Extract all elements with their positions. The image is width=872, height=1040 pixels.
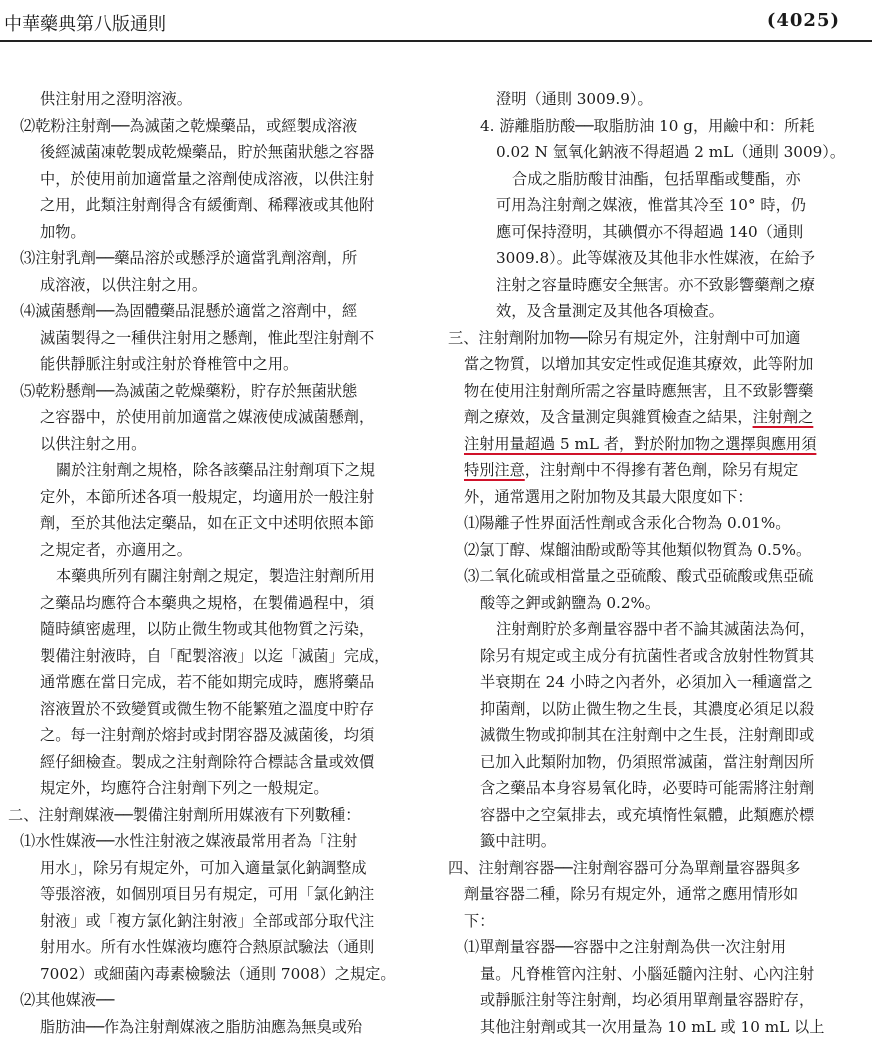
- line-text: 下：: [464, 912, 494, 930]
- text-line: [496, 245, 815, 272]
- text-line: [40, 139, 374, 166]
- line-text: 滅微生物或抑制其在注射劑中之生長，注射劑即或: [480, 726, 814, 744]
- text-line: [480, 775, 814, 802]
- line-text: 注射之容量時應安全無害。亦不致影響藥劑之療: [496, 276, 815, 294]
- text-line: [40, 510, 374, 537]
- text-line: [464, 537, 811, 564]
- line-text: 供注射用之澄明溶液。: [40, 90, 192, 108]
- text-line: [40, 669, 374, 696]
- text-line: [464, 563, 813, 590]
- line-text: 以供注射之用。: [40, 435, 146, 453]
- text-line: [40, 351, 298, 378]
- line-text: 之藥品均應符合本藥典之規格，在製備過程中，須: [40, 594, 374, 612]
- line-text: 效，及含量測定及其他各項檢查。: [496, 302, 724, 320]
- line-text: 量。凡脊椎管內注射、小腦延髓內注射、心內注射: [480, 965, 814, 983]
- line-text: 澄明（通則 3009.9）。: [496, 90, 653, 108]
- text-line: [480, 113, 815, 140]
- line-text: 通常應在當日完成，若不能如期完成時，應將藥品: [40, 673, 374, 691]
- text-line: [40, 86, 192, 113]
- line-text: 酸等之鉀或鈉鹽為 0.2%。: [480, 594, 660, 612]
- line-text: ，注射劑中不得摻有著色劑，除另有規定: [525, 461, 798, 479]
- line-text: 之規定者，亦適用之。: [40, 541, 192, 559]
- line-text: 後經滅菌凍乾製成乾燥藥品，貯於無菌狀態之容器: [40, 143, 374, 161]
- line-text: 當之物質，以增加其安定性或促進其療效，此等附加: [464, 355, 813, 373]
- text-line: [480, 696, 814, 723]
- line-text: ⑵氯丁醇、煤餾油酚或酚等其他類似物質為 0.5%。: [464, 541, 811, 559]
- line-text: 中，於使用前加適當量之溶劑使成溶液，以供注射: [40, 170, 374, 188]
- text-line: [480, 987, 814, 1014]
- text-line: [20, 987, 114, 1014]
- line-text: 注射劑貯於多劑量容器中者不論其滅菌法為何，: [496, 620, 815, 638]
- line-text: ⑴水性媒液──水性注射液之媒液最常用者為「注射: [20, 832, 357, 850]
- text-line: [40, 404, 374, 431]
- line-text: ⑵其他媒液──: [20, 991, 114, 1009]
- header-rule: [0, 40, 872, 42]
- text-line: [464, 510, 790, 537]
- line-text: 籤中註明。: [480, 832, 556, 850]
- text-line: [464, 351, 813, 378]
- line-text: 定外，本節所述各項一般規定，均適用於一般注射: [40, 488, 374, 506]
- line-text: 可用為注射劑之媒液，惟當其冷至 10° 時，仍: [496, 196, 806, 214]
- text-line: [464, 431, 816, 458]
- text-line: [40, 775, 329, 802]
- text-line: [464, 881, 798, 908]
- line-text: 關於注射劑之規格，除各該藥品注射劑項下之規: [56, 461, 375, 479]
- text-line: [480, 1014, 824, 1040]
- line-text: 半衰期在 24 小時之內者外，必須加入一種適當之: [480, 673, 813, 691]
- highlighted-text: 特別注意: [464, 461, 525, 479]
- text-line: [40, 192, 374, 219]
- line-text: 4. 游離脂肪酸──取脂肪油 10 g，用鹼中和：所耗: [480, 117, 815, 135]
- line-text: 外，通常選用之附加物及其最大限度如下：: [464, 488, 753, 506]
- text-line: [464, 934, 786, 961]
- text-line: [20, 298, 357, 325]
- text-line: [496, 219, 803, 246]
- line-text: 物在使用注射劑所需之容量時應無害，且不致影響藥: [464, 382, 813, 400]
- line-text: 加物。: [40, 223, 86, 241]
- text-line: [480, 669, 813, 696]
- running-title: 中華藥典第八版通則: [4, 10, 166, 36]
- line-text: 二、注射劑媒液──製備注射劑所用媒液有下列數種：: [8, 806, 360, 824]
- line-text: 劑，至於其他法定藥品，如在正文中述明依照本節: [40, 514, 374, 532]
- text-line: [56, 563, 375, 590]
- line-text: 除另有規定或主成分有抗菌性者或含放射性物質其: [480, 647, 814, 665]
- text-line: [40, 696, 374, 723]
- text-line: [40, 722, 374, 749]
- text-line: [40, 431, 146, 458]
- line-text: 本藥典所列有關注射劑之規定，製造注射劑所用: [56, 567, 375, 585]
- text-line: [480, 802, 814, 829]
- text-line: [448, 325, 800, 352]
- line-text: ⑴單劑量容器──容器中之注射劑為供一次注射用: [464, 938, 786, 956]
- text-line: [464, 457, 798, 484]
- line-text: 用水」，除另有規定外，可加入適量氯化鈉調整成: [40, 859, 367, 877]
- text-line: [40, 934, 374, 961]
- text-line: [40, 749, 374, 776]
- text-line: [496, 192, 806, 219]
- line-text: 之。每一注射劑於熔封或封閉容器及滅菌後，均須: [40, 726, 374, 744]
- line-text: 經仔細檢查。製成之注射劑除符合標誌含量或效價: [40, 753, 374, 771]
- line-text: 抑菌劑，以防止微生物之生長，其濃度必須足以殺: [480, 700, 814, 718]
- line-text: 3009.8）。此等媒液及其他非水性媒液，在給予: [496, 249, 815, 267]
- text-line: [40, 166, 374, 193]
- line-text: 其他注射劑或其一次用量為 10 mL 或 10 mL 以上: [480, 1018, 824, 1036]
- text-line: [480, 828, 556, 855]
- highlighted-text: 注射用量超過 5 mL 者，對於附加物之選擇與應用須: [464, 435, 816, 453]
- text-line: [20, 828, 357, 855]
- text-line: [20, 113, 357, 140]
- line-text: 劑之療效，及含量測定與雜質檢查之結果，: [464, 408, 753, 426]
- text-line: [40, 855, 367, 882]
- line-text: 應可保持澄明，其碘價亦不得超過 140（通則: [496, 223, 803, 241]
- text-line: [40, 961, 396, 988]
- text-line: [40, 643, 389, 670]
- text-line: [448, 855, 800, 882]
- line-text: 劑量容器二種，除另有規定外，通常之應用情形如: [464, 885, 798, 903]
- text-line: [40, 616, 374, 643]
- text-line: [40, 484, 374, 511]
- line-text: ⑶二氧化硫或相當量之亞硫酸、酸式亞硫酸或焦亞硫: [464, 567, 813, 585]
- page-number: (4025): [767, 10, 840, 31]
- line-text: 能供靜脈注射或注射於脊椎管中之用。: [40, 355, 298, 373]
- text-line: [496, 139, 845, 166]
- line-text: 三、注射劑附加物──除另有規定外，注射劑中可加適: [448, 329, 800, 347]
- line-text: ⑴陽離子性界面活性劑或含汞化合物為 0.01%。: [464, 514, 790, 532]
- line-text: 含之藥品本身容易氧化時，必要時可能需將注射劑: [480, 779, 814, 797]
- line-text: 製備注射液時，自「配製溶液」以迄「滅菌」完成，: [40, 647, 389, 665]
- text-line: [40, 590, 374, 617]
- text-line: [496, 298, 724, 325]
- line-text: 或靜脈注射等注射劑，均必須用單劑量容器貯存，: [480, 991, 814, 1009]
- line-text: ⑷滅菌懸劑──為固體藥品混懸於適當之溶劑中，經: [20, 302, 357, 320]
- highlighted-text: 注射劑之: [753, 408, 814, 426]
- text-line: [480, 961, 814, 988]
- line-text: 脂肪油──作為注射劑媒液之脂肪油應為無臭或殆: [40, 1018, 362, 1036]
- text-line: [480, 749, 814, 776]
- text-line: [40, 908, 374, 935]
- line-text: 之容器中，於使用前加適當之媒液使成滅菌懸劑，: [40, 408, 374, 426]
- line-text: 7002）或細菌內毒素檢驗法（通則 7008）之規定。: [40, 965, 396, 983]
- line-text: 射液」或「複方氯化鈉注射液」全部或部分取代注: [40, 912, 374, 930]
- line-text: ⑵乾粉注射劑──為滅菌之乾燥藥品，或經製成溶液: [20, 117, 357, 135]
- text-line: [20, 378, 357, 405]
- line-text: 四、注射劑容器──注射劑容器可分為單劑量容器與多: [448, 859, 800, 877]
- text-line: [20, 245, 357, 272]
- text-line: [512, 166, 801, 193]
- line-text: 等張溶液，如個別項目另有規定，可用「氯化鈉注: [40, 885, 374, 903]
- text-line: [496, 272, 815, 299]
- text-line: [40, 325, 374, 352]
- text-line: [56, 457, 375, 484]
- line-text: 已加入此類附加物，仍須照常滅菌，當注射劑因所: [480, 753, 814, 771]
- line-text: ⑶注射乳劑──藥品溶於或懸浮於適當乳劑溶劑，所: [20, 249, 357, 267]
- text-line: [464, 404, 813, 431]
- text-line: [480, 722, 814, 749]
- text-line: [496, 86, 653, 113]
- text-line: [40, 272, 207, 299]
- text-line: [480, 643, 814, 670]
- line-text: 0.02 N 氫氧化鈉液不得超過 2 mL（通則 3009）。: [496, 143, 845, 161]
- line-text: 規定外，均應符合注射劑下列之一般規定。: [40, 779, 329, 797]
- text-line: [464, 908, 494, 935]
- line-text: 容器中之空氣排去，或充填惰性氣體，此類應於標: [480, 806, 814, 824]
- line-text: 溶液置於不致變質或微生物不能繁殖之溫度中貯存: [40, 700, 374, 718]
- line-text: 合成之脂肪酸甘油酯，包括單酯或雙酯，亦: [512, 170, 801, 188]
- line-text: 射用水。所有水性媒液均應符合熱原試驗法（通則: [40, 938, 374, 956]
- text-line: [40, 881, 374, 908]
- line-text: 之用，此類注射劑得含有緩衝劑、稀釋液或其他附: [40, 196, 374, 214]
- text-line: [480, 590, 660, 617]
- line-text: ⑸乾粉懸劑──為滅菌之乾燥藥粉，貯存於無菌狀態: [20, 382, 357, 400]
- line-text: 滅菌製得之一種供注射用之懸劑，惟此型注射劑不: [40, 329, 374, 347]
- text-line: [40, 537, 192, 564]
- text-line: [8, 802, 360, 829]
- page-header: [0, 0, 872, 42]
- text-line: [40, 219, 86, 246]
- text-line: [464, 484, 753, 511]
- text-line: [496, 616, 815, 643]
- line-text: 隨時縝密處理，以防止微生物或其他物質之污染，: [40, 620, 374, 638]
- text-line: [40, 1014, 362, 1040]
- line-text: 成溶液，以供注射之用。: [40, 276, 207, 294]
- text-line: [464, 378, 813, 405]
